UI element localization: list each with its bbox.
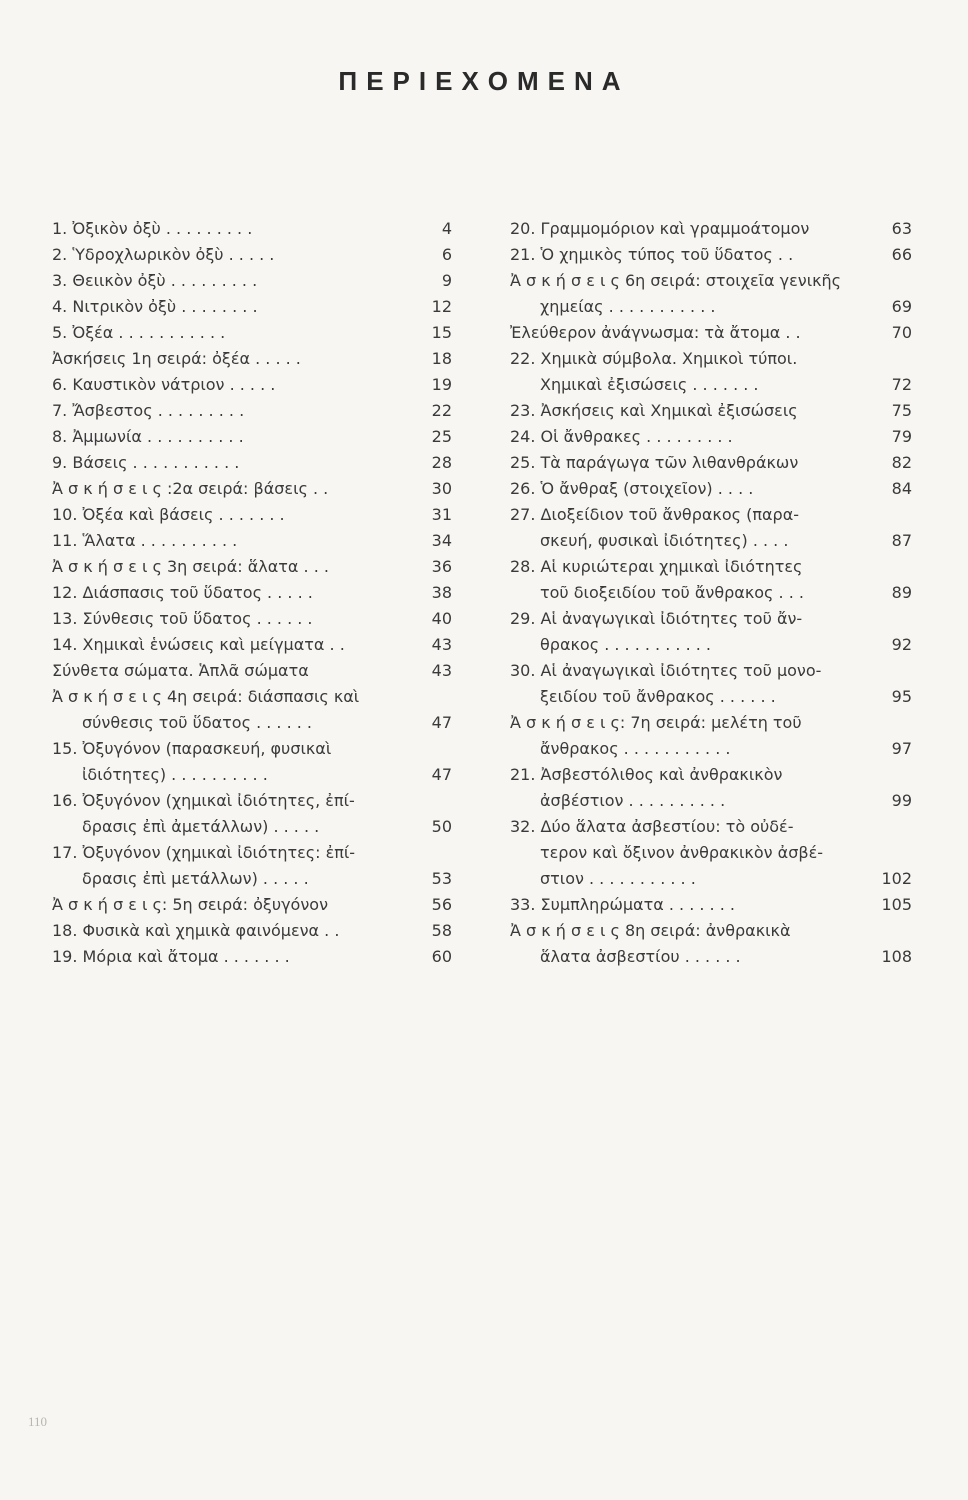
toc-entry-text: 33. Συμπληρώματα . . . . . . . <box>510 895 735 914</box>
toc-entry-page: 40 <box>431 609 452 628</box>
page-number: 110 <box>28 1414 48 1429</box>
toc-entry <box>52 892 452 918</box>
toc-entry <box>52 658 452 684</box>
toc-entry-text: χημείας . . . . . . . . . . . <box>540 297 716 316</box>
toc-entry-page: 75 <box>891 401 912 420</box>
toc-entry-page: 69 <box>891 297 912 316</box>
toc-entry-page: 18 <box>431 349 452 368</box>
toc-entry-page: 105 <box>881 895 912 914</box>
toc-entry <box>510 762 912 788</box>
toc-entry-text: 9. Βάσεις . . . . . . . . . . . <box>52 453 240 472</box>
toc-entry-page: 31 <box>431 505 452 524</box>
toc-entry-page: 15 <box>431 323 452 342</box>
toc-entry-text: ἅλατα ἀσβεστίου . . . . . . <box>540 947 741 966</box>
toc-entry-text: 2. Ὑδροχλωρικὸν ὀξὺ . . . . . <box>52 245 275 264</box>
toc-entry <box>52 216 452 242</box>
toc-entry-page: 56 <box>431 895 452 914</box>
toc-entry <box>52 554 452 580</box>
toc-entry <box>510 216 912 242</box>
toc-entry <box>510 840 912 866</box>
toc-entry-page: 38 <box>431 583 452 602</box>
toc-entry-text: ἀσβέστιον . . . . . . . . . . <box>540 791 726 810</box>
toc-entry-page: 43 <box>431 661 452 680</box>
toc-entry-text: Ἀ σ κ ή σ ε ι ς :2α σειρά: βάσεις . . <box>52 479 329 498</box>
toc-entry <box>510 346 912 372</box>
toc-entry-page <box>906 814 912 840</box>
toc-entry <box>52 320 452 346</box>
toc-entry-page: 84 <box>891 479 912 498</box>
toc-entry-text: Ἀ σ κ ή σ ε ι ς 4η σειρά: διάσπασις καὶ <box>52 687 360 706</box>
toc-entry-page: 87 <box>891 531 912 550</box>
toc-entry-page: 97 <box>891 739 912 758</box>
toc-entry-text: 16. Ὀξυγόνον (χημικαὶ ἰδιότητες, ἐπί- <box>52 791 355 810</box>
toc-entry-text: Ἀ σ κ ή σ ε ι ς 8η σειρά: ἀνθρακικὰ <box>510 921 791 940</box>
toc-entry-text: 13. Σύνθεσις τοῦ ὕδατος . . . . . . <box>52 609 313 628</box>
toc-entry-text: 23. Ἀσκήσεις καὶ Χημικαὶ ἐξισώσεις <box>510 401 798 420</box>
toc-entry-page: 22 <box>431 401 452 420</box>
toc-entry-text: 29. Αἱ ἀναγωγικαὶ ἰδιότητες τοῦ ἄν- <box>510 609 803 628</box>
toc-entry-page: 82 <box>891 453 912 472</box>
toc-entry-text: τερον καὶ ὄξινον ἀνθρακικὸν ἀσβέ- <box>540 843 823 862</box>
toc-entry-text: δρασις ἐπὶ μετάλλων) . . . . . <box>82 869 309 888</box>
toc-entry-page: 70 <box>891 323 912 342</box>
toc-entry-page: 72 <box>891 375 912 394</box>
toc-entry-text: Ἀ σ κ ή σ ε ι ς: 7η σειρά: μελέτη τοῦ <box>510 713 802 732</box>
toc-entry-page: 95 <box>891 687 912 706</box>
toc-entry-text: 20. Γραμμομόριον καὶ γραμμοάτομον <box>510 219 810 238</box>
toc-entry-text: στιον . . . . . . . . . . . <box>540 869 696 888</box>
toc-entry-page <box>446 684 452 710</box>
toc-entry-page <box>446 840 452 866</box>
toc-entry-text: 30. Αἱ ἀναγωγικαὶ ἰδιότητες τοῦ μονο- <box>510 661 822 680</box>
toc-entry-text: 7. Ἄσβεστος . . . . . . . . . <box>52 401 245 420</box>
toc-entry <box>52 346 452 372</box>
toc-entry <box>510 918 912 944</box>
toc-entry-text: 15. Ὀξυγόνον (παρασκευή, φυσικαὶ <box>52 739 332 758</box>
toc-entry <box>52 866 452 892</box>
toc-entry-page <box>906 840 912 866</box>
toc-entry-page <box>906 918 912 944</box>
toc-entry-text: 14. Χημικαὶ ἑνώσεις καὶ μείγματα . . <box>52 635 345 654</box>
toc-entry <box>52 840 452 866</box>
toc-entry <box>52 268 452 294</box>
toc-entry <box>52 632 452 658</box>
toc-entry-page <box>906 268 912 294</box>
toc-entry <box>52 424 452 450</box>
toc-entry-text: Χημικαὶ ἐξισώσεις . . . . . . . <box>540 375 759 394</box>
toc-entry-page: 63 <box>891 219 912 238</box>
toc-entry <box>52 684 452 710</box>
toc-entry <box>510 658 912 684</box>
toc-entry <box>510 242 912 268</box>
toc-entry-text: 17. Ὀξυγόνον (χημικαὶ ἰδιότητες: ἐπί- <box>52 843 356 862</box>
toc-entry-text: Ἀ σ κ ή σ ε ι ς: 5η σειρά: ὀξυγόνον <box>52 895 329 914</box>
toc-entry-text: 24. Οἱ ἄνθρακες . . . . . . . . . <box>510 427 733 446</box>
toc-entry <box>52 710 452 736</box>
toc-entry-text: 4. Νιτρικὸν ὀξὺ . . . . . . . . <box>52 297 258 316</box>
toc-entry <box>510 944 912 970</box>
toc-entry <box>52 242 452 268</box>
toc-entry <box>510 502 912 528</box>
toc-entry-page: 89 <box>891 583 912 602</box>
toc-entry-page: 99 <box>891 791 912 810</box>
toc-entry-page: 60 <box>431 947 452 966</box>
toc-entry <box>510 268 912 294</box>
toc-entry <box>52 450 452 476</box>
toc-entry-page <box>906 762 912 788</box>
toc-entry-text: Ἀ σ κ ή σ ε ι ς 3η σειρά: ἅλατα . . . <box>52 557 329 576</box>
toc-entry-text: 12. Διάσπασις τοῦ ὕδατος . . . . . <box>52 583 313 602</box>
toc-entry-text: 32. Δύο ἅλατα ἀσβεστίου: τὸ οὐδέ- <box>510 817 794 836</box>
toc-entry <box>52 528 452 554</box>
toc-entry-page <box>906 554 912 580</box>
toc-right-column <box>510 216 912 970</box>
toc-entry-text: ἰδιότητες) . . . . . . . . . . <box>82 765 268 784</box>
toc-entry-text: 21. Ἀσβεστόλιθος καὶ ἀνθρακικὸν <box>510 765 783 784</box>
toc-entry-text: 11. Ἅλατα . . . . . . . . . . <box>52 531 238 550</box>
toc-entry <box>52 762 452 788</box>
toc-entry <box>510 294 912 320</box>
toc-entry-page: 79 <box>891 427 912 446</box>
toc-entry-text: 18. Φυσικὰ καὶ χημικὰ φαινόμενα . . <box>52 921 340 940</box>
toc-entry-text: 8. Ἀμμωνία . . . . . . . . . . <box>52 427 244 446</box>
toc-entry-page: 25 <box>431 427 452 446</box>
toc-entry <box>52 944 452 970</box>
toc-entry <box>510 476 912 502</box>
toc-entry-text: 10. Ὀξέα καὶ βάσεις . . . . . . . <box>52 505 285 524</box>
toc-entry <box>52 502 452 528</box>
toc-entry <box>52 294 452 320</box>
toc-entry <box>510 320 912 346</box>
toc-entry <box>52 788 452 814</box>
toc-entry-page <box>446 736 452 762</box>
toc-entry <box>510 814 912 840</box>
toc-entry-text: 25. Τὰ παράγωγα τῶν λιθανθράκων <box>510 453 799 472</box>
toc-entry-text: Ἀσκήσεις 1η σειρά: ὀξέα . . . . . <box>52 349 301 368</box>
toc-entry-page: 92 <box>891 635 912 654</box>
toc-entry <box>510 710 912 736</box>
toc-entry <box>510 580 912 606</box>
toc-entry-text: 1. Ὀξικὸν ὀξὺ . . . . . . . . . <box>52 219 253 238</box>
toc-entry-page: 47 <box>431 765 452 784</box>
toc-entry-page: 102 <box>881 869 912 888</box>
toc-entry-text: 21. Ὁ χημικὸς τύπος τοῦ ὕδατος . . <box>510 245 794 264</box>
toc-entry-page: 4 <box>441 219 452 238</box>
toc-entry <box>52 918 452 944</box>
toc-entry-text: 28. Αἱ κυριώτεραι χημικαὶ ἰδιότητες <box>510 557 803 576</box>
toc-entry-text: 26. Ὁ ἄνθραξ (στοιχεῖον) . . . . <box>510 479 754 498</box>
toc-entry-page: 9 <box>441 271 452 290</box>
toc-entry <box>510 424 912 450</box>
toc-entry-page <box>906 346 912 372</box>
toc-entry-page: 50 <box>431 817 452 836</box>
toc-entry-text: τοῦ διοξειδίου τοῦ ἄνθρακος . . . <box>540 583 804 602</box>
toc-entry-page: 53 <box>431 869 452 888</box>
toc-entry-text: Σύνθετα σώματα. Ἁπλᾶ σώματα <box>52 661 309 680</box>
toc-entry <box>52 736 452 762</box>
toc-entry-page: 58 <box>431 921 452 940</box>
toc-entry-text: θρακος . . . . . . . . . . . <box>540 635 711 654</box>
toc-entry-page: 19 <box>431 375 452 394</box>
toc-left-column <box>52 216 452 970</box>
toc-entry <box>510 554 912 580</box>
toc-entry-page <box>906 606 912 632</box>
toc-entry-page <box>906 502 912 528</box>
toc-entry <box>510 736 912 762</box>
toc-entry <box>510 788 912 814</box>
toc-entry-text: σκευή, φυσικαὶ ἰδιότητες) . . . . <box>540 531 789 550</box>
toc-entry <box>510 684 912 710</box>
toc-entry <box>52 398 452 424</box>
toc-entry-text: 5. Ὀξέα . . . . . . . . . . . <box>52 323 226 342</box>
toc-entry-text: ξειδίου τοῦ ἄνθρακος . . . . . . <box>540 687 776 706</box>
toc-entry-page: 6 <box>441 245 452 264</box>
toc-entry-text: 22. Χημικὰ σύμβολα. Χημικοὶ τύποι. <box>510 349 798 368</box>
toc-entry-text: Ἐλεύθερον ἀνάγνωσμα: τὰ ἄτομα . . <box>510 323 801 342</box>
toc-entry <box>510 866 912 892</box>
toc-entry-text: δρασις ἐπὶ ἀμετάλλων) . . . . . <box>82 817 320 836</box>
toc-entry-text: 3. Θειικὸν ὀξὺ . . . . . . . . . <box>52 271 258 290</box>
toc-entry-page: 36 <box>431 557 452 576</box>
toc-entry-page <box>446 788 452 814</box>
toc-entry <box>510 892 912 918</box>
toc-entry-text: Ἀ σ κ ή σ ε ι ς 6η σειρά: στοιχεῖα γενικῆς <box>510 271 842 290</box>
toc-entry <box>510 606 912 632</box>
toc-entry <box>52 580 452 606</box>
toc-entry <box>510 632 912 658</box>
toc-entry-text: ἄνθρακος . . . . . . . . . . . <box>540 739 731 758</box>
toc-entry <box>52 476 452 502</box>
toc-entry-page: 108 <box>881 947 912 966</box>
toc-entry <box>510 398 912 424</box>
toc-entry-page: 47 <box>431 713 452 732</box>
toc-entry-page: 66 <box>891 245 912 264</box>
toc-entry-page: 34 <box>431 531 452 550</box>
toc-entry-page <box>906 710 912 736</box>
toc-entry-text: 19. Μόρια καὶ ἄτομα . . . . . . . <box>52 947 290 966</box>
toc-entry-page <box>906 658 912 684</box>
toc-entry <box>510 372 912 398</box>
toc-entry-page: 28 <box>431 453 452 472</box>
toc-entry-text: 6. Καυστικὸν νάτριον . . . . . <box>52 375 276 394</box>
toc-entry <box>52 814 452 840</box>
page-title: ΠΕΡΙΕΧΟΜΕΝΑ <box>338 66 630 96</box>
toc-entry-text: 27. Διοξείδιον τοῦ ἄνθρακος (παρα- <box>510 505 800 524</box>
toc-entry-page: 12 <box>431 297 452 316</box>
toc-entry <box>510 528 912 554</box>
toc-entry <box>510 450 912 476</box>
toc-entry-page: 43 <box>431 635 452 654</box>
toc-entry <box>52 606 452 632</box>
toc-entry-text: σύνθεσις τοῦ ὕδατος . . . . . . <box>82 713 313 732</box>
toc-entry-page: 30 <box>431 479 452 498</box>
toc-entry <box>52 372 452 398</box>
